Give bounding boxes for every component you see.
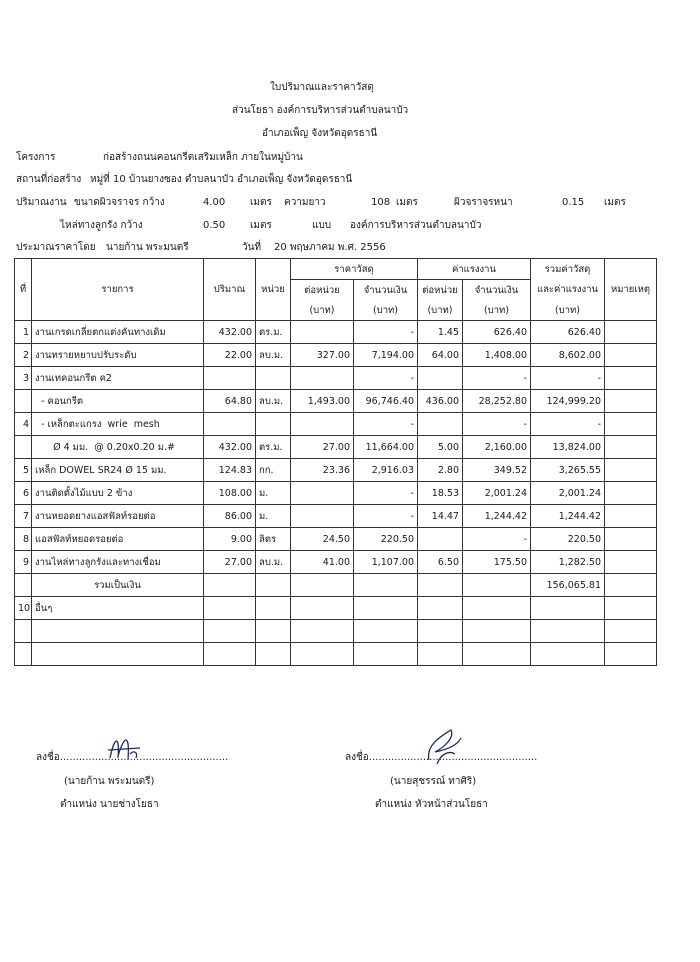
type-value: องค์การบริหารส่วนตำบลนาบัว: [350, 220, 482, 231]
position-right: ตำแหน่ง หัวหน้าส่วนโยธา: [375, 799, 488, 810]
row-labor-amount: 2,001.24: [463, 482, 531, 505]
row-material-perunit: 1,493.00: [291, 390, 354, 413]
row-labor-perunit: 64.00: [418, 344, 463, 367]
row-item: - เหล็กตะแกรง wrie mesh: [32, 413, 204, 436]
estimator-label: ประมาณราคาโดย: [16, 242, 96, 253]
header-qty: ปริมาณ: [204, 259, 256, 321]
row-total: -: [531, 413, 605, 436]
row-material-perunit: [291, 482, 354, 505]
row-labor-perunit: 436.00: [418, 390, 463, 413]
shoulder-value: 0.50: [203, 220, 226, 231]
header-baht: (บาท): [418, 300, 463, 321]
row-qty: 22.00: [204, 344, 256, 367]
date-value: 20 พฤษภาคม พ.ศ. 2556: [274, 242, 386, 253]
position-left: ตำแหน่ง นายช่างโยธา: [60, 799, 159, 810]
row-labor-perunit: [418, 367, 463, 390]
row-labor-amount: -: [463, 413, 531, 436]
table-row: [15, 505, 657, 528]
table-row: [15, 459, 657, 482]
table-row: [15, 367, 657, 390]
sum-row: [15, 574, 657, 597]
width-label: ขนาดผิวจราจร กว้าง: [74, 197, 165, 208]
header-baht: (บาท): [291, 300, 354, 321]
row-labor-perunit: 2.80: [418, 459, 463, 482]
table-row: [15, 597, 657, 620]
row-labor-amount: 175.50: [463, 551, 531, 574]
row-material-amount: 11,664.00: [354, 436, 418, 459]
project-name: ก่อสร้างถนนคอนกรีตเสริมเหล็ก ภายในหมู่บ้าน: [103, 152, 303, 163]
row-labor-amount: 1,408.00: [463, 344, 531, 367]
row-labor-perunit: 5.00: [418, 436, 463, 459]
row-unit: ม.: [256, 505, 291, 528]
sum-total: 156,065.81: [531, 574, 605, 597]
row-note: [605, 482, 657, 505]
table-row: [15, 528, 657, 551]
header-material-amount: จำนวนเงิน: [354, 280, 418, 301]
signature-right: [415, 724, 475, 768]
row-material-perunit: 27.00: [291, 436, 354, 459]
row-qty: 9.00: [204, 528, 256, 551]
row-qty: 27.00: [204, 551, 256, 574]
row-total: 3,265.55: [531, 459, 605, 482]
row-labor-amount: 2,160.00: [463, 436, 531, 459]
row-labor-perunit: 6.50: [418, 551, 463, 574]
row-unit: [256, 367, 291, 390]
table-row: [15, 436, 657, 459]
shoulder-label: ไหล่ทางลูกรัง กว้าง: [60, 220, 143, 231]
row-no: [15, 436, 32, 459]
row-material-amount: -: [354, 321, 418, 344]
thickness-label: ผิวจราจรหนา: [454, 197, 513, 208]
row-note: [605, 505, 657, 528]
row-item: Ø 4 มม. @ 0.20x0.20 ม.#: [32, 436, 204, 459]
row-material-amount: 96,746.40: [354, 390, 418, 413]
header-item: รายการ: [32, 259, 204, 321]
row-total: 13,824.00: [531, 436, 605, 459]
row-qty: 124.83: [204, 459, 256, 482]
header-note: หมายเหตุ: [605, 259, 657, 321]
row-no: 10: [15, 597, 32, 620]
row-note: [605, 390, 657, 413]
table-row: [15, 390, 657, 413]
row-material-amount: 220.50: [354, 528, 418, 551]
volume-label: ปริมาณงาน: [16, 197, 67, 208]
header-no: ที่: [15, 259, 32, 321]
row-note: [605, 528, 657, 551]
table-row: [15, 344, 657, 367]
header-labor: ค่าแรงงาน: [418, 259, 531, 280]
row-item: งานหยอดยางแอสฟัลท์รอยต่อ: [32, 505, 204, 528]
row-material-amount: -: [354, 367, 418, 390]
row-item: แอสฟัลท์หยอดรอยต่อ: [32, 528, 204, 551]
row-material-amount: -: [354, 413, 418, 436]
row-no: 9: [15, 551, 32, 574]
row-qty: 86.00: [204, 505, 256, 528]
row-no: 6: [15, 482, 32, 505]
row-labor-amount: 28,252.80: [463, 390, 531, 413]
row-labor-amount: -: [463, 367, 531, 390]
row-material-perunit: [291, 321, 354, 344]
row-unit: กก.: [256, 459, 291, 482]
row-qty: [204, 367, 256, 390]
signature-line-left: ลงชื่อ.....................................................: [36, 752, 229, 763]
row-no: 7: [15, 505, 32, 528]
row-no: [15, 390, 32, 413]
row-unit: ลิตร: [256, 528, 291, 551]
empty-row: [15, 643, 657, 666]
row-labor-amount: -: [463, 528, 531, 551]
signature-line-right: ลงชื่อ.....................................................: [345, 752, 538, 763]
row-unit: ลบ.ม.: [256, 344, 291, 367]
row-labor-perunit: 18.53: [418, 482, 463, 505]
row-material-perunit: 23.36: [291, 459, 354, 482]
header-material: ราคาวัสดุ: [291, 259, 418, 280]
header-baht: (บาท): [531, 300, 605, 321]
width-value: 4.00: [203, 197, 226, 208]
row-total: 8,602.00: [531, 344, 605, 367]
document-title: ใบปริมาณและราคาวัสดุ: [270, 82, 374, 93]
row-qty: 432.00: [204, 321, 256, 344]
header-total-line1: รวมค่าวัสดุ: [531, 259, 605, 280]
row-material-perunit: [291, 413, 354, 436]
name-left: (นายก้าน พระมนตรี): [64, 776, 155, 787]
width-unit: เมตร: [250, 197, 272, 208]
row-unit: ตร.ม.: [256, 436, 291, 459]
row-item: - คอนกรีต: [32, 390, 204, 413]
row-material-amount: 2,916.03: [354, 459, 418, 482]
row-total: 124,999.20: [531, 390, 605, 413]
project-label: โครงการ: [16, 152, 56, 163]
row-labor-amount: 1,244.42: [463, 505, 531, 528]
price-table: [14, 258, 657, 666]
row-material-amount: 1,107.00: [354, 551, 418, 574]
table-row: [15, 482, 657, 505]
row-note: [605, 413, 657, 436]
row-total: 1,282.50: [531, 551, 605, 574]
row-total: 1,244.42: [531, 505, 605, 528]
row-material-amount: -: [354, 505, 418, 528]
location-value: หมู่ที่ 10 บ้านยางซอง ตำบลนาบัว อำเภอเพ็ญ จังหวัดอุดรธานี: [90, 174, 353, 185]
location-label: สถานที่ก่อสร้าง: [16, 174, 82, 185]
row-material-perunit: [291, 367, 354, 390]
row-no: 2: [15, 344, 32, 367]
row-item: งานติดตั้งไม้แบบ 2 ข้าง: [32, 482, 204, 505]
table-row: [15, 551, 657, 574]
row-material-perunit: 24.50: [291, 528, 354, 551]
row-total: -: [531, 367, 605, 390]
row-note: [605, 321, 657, 344]
header-labor-amount: จำนวนเงิน: [463, 280, 531, 301]
sum-label: รวมเป็นเงิน: [32, 574, 204, 597]
table-row: [15, 413, 657, 436]
row-qty: [204, 413, 256, 436]
thickness-unit: เมตร: [604, 197, 626, 208]
row-note: [605, 459, 657, 482]
row-no: 5: [15, 459, 32, 482]
row-item: งานทรายหยาบปรับระดับ: [32, 344, 204, 367]
row-qty: 108.00: [204, 482, 256, 505]
header-baht: (บาท): [354, 300, 418, 321]
row-material-perunit: 41.00: [291, 551, 354, 574]
row-no: 1: [15, 321, 32, 344]
row-note: [605, 436, 657, 459]
empty-row: [15, 620, 657, 643]
row-material-perunit: 327.00: [291, 344, 354, 367]
date-label: วันที่: [242, 242, 262, 253]
row-unit: ม.: [256, 482, 291, 505]
row-total: 626.40: [531, 321, 605, 344]
row-material-amount: 7,194.00: [354, 344, 418, 367]
signature-left: [100, 728, 150, 768]
row-unit: ลบ.ม.: [256, 551, 291, 574]
row-labor-amount: 349.52: [463, 459, 531, 482]
length-label: ความยาว: [284, 197, 326, 208]
row-labor-perunit: [418, 413, 463, 436]
row-item: อื่นๆ: [32, 597, 204, 620]
header-labor-perunit: ต่อหน่วย: [418, 280, 463, 301]
row-total: 2,001.24: [531, 482, 605, 505]
thickness-value: 0.15: [562, 197, 585, 208]
row-item: งานเกรดเกลี่ยตกแต่งคันทางเดิม: [32, 321, 204, 344]
row-no: 4: [15, 413, 32, 436]
row-material-perunit: [291, 505, 354, 528]
table-row: [15, 321, 657, 344]
row-item: เหล็ก DOWEL SR24 Ø 15 มม.: [32, 459, 204, 482]
row-no: 8: [15, 528, 32, 551]
district-name: อำเภอเพ็ญ จังหวัดอุดรธานี: [262, 128, 378, 139]
row-unit: ลบ.ม.: [256, 390, 291, 413]
row-unit: [256, 413, 291, 436]
length-value: 108: [371, 197, 391, 208]
row-note: [605, 367, 657, 390]
row-no: 3: [15, 367, 32, 390]
shoulder-unit: เมตร: [250, 220, 272, 231]
estimator-name: นายก้าน พระมนตรี: [106, 242, 189, 253]
row-material-amount: -: [354, 482, 418, 505]
row-labor-perunit: 1.45: [418, 321, 463, 344]
row-item: งานไหล่ทางลูกรังและทางเชื่อม: [32, 551, 204, 574]
row-unit: ตร.ม.: [256, 321, 291, 344]
header-total-line2: และค่าแรงงาน: [531, 280, 605, 301]
row-qty: 64.80: [204, 390, 256, 413]
row-labor-perunit: 14.47: [418, 505, 463, 528]
row-note: [605, 551, 657, 574]
header-baht: (บาท): [463, 300, 531, 321]
office-name: ส่วนโยธา องค์การบริหารส่วนตำบลนาบัว: [232, 105, 409, 116]
header-unit: หน่วย: [256, 259, 291, 321]
row-labor-amount: 626.40: [463, 321, 531, 344]
row-note: [605, 344, 657, 367]
row-item: งานเทคอนกรีต ค2: [32, 367, 204, 390]
length-unit: เมตร: [396, 197, 418, 208]
name-right: (นายสุชรรณ์ ทาศิริ): [390, 776, 477, 787]
row-total: 220.50: [531, 528, 605, 551]
type-label: แบบ: [312, 220, 332, 231]
header-material-perunit: ต่อหน่วย: [291, 280, 354, 301]
row-labor-perunit: [418, 528, 463, 551]
row-qty: 432.00: [204, 436, 256, 459]
